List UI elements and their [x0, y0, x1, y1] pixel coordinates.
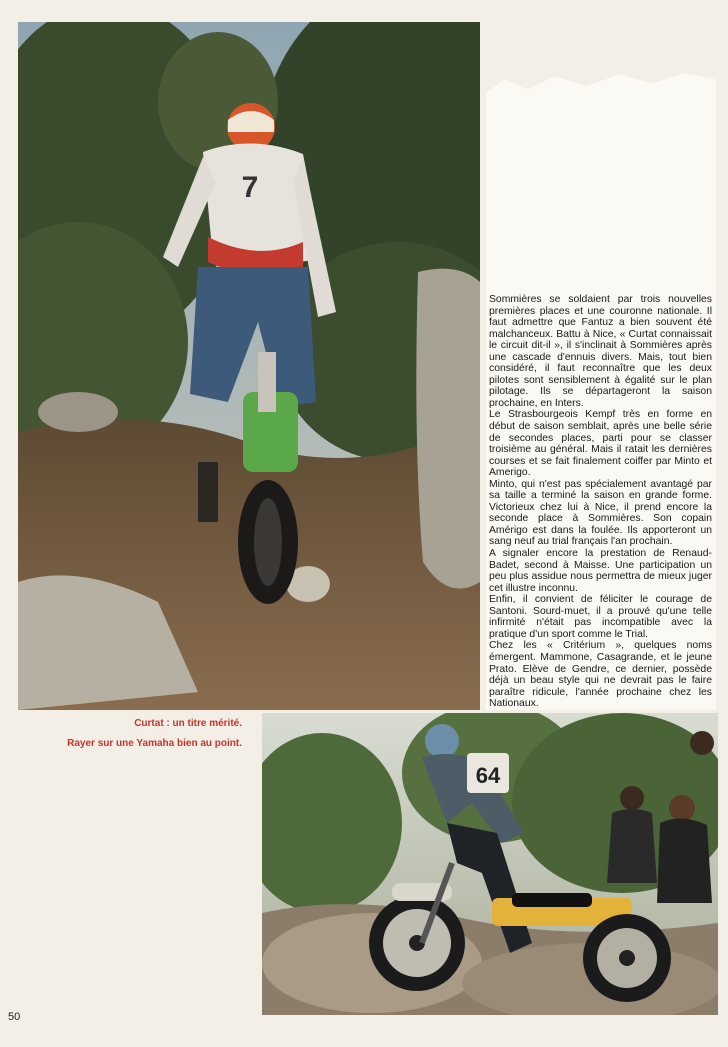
rider-number-7: 7: [241, 171, 259, 204]
article-paragraph: Minto, qui n'est pas spécialement avantagé par sa taille a terminé la saison en grande forme. Victorieux chez lui à Nice, il prend encore la seconde place à Sommières. Son copain Amérigo est dans la foulée. Ils apporteront un sang neuf au trial français l'an prochain.: [489, 478, 712, 548]
photo-curtat-illustration: [18, 22, 480, 710]
page-number: 50: [8, 1011, 21, 1023]
article-paragraph: A signaler encore la prestation de Renaud-Badet, second à Maisse. Une participation un peu plus assidue nous permettra de mieux juger cet illustre inconnu.: [489, 548, 712, 594]
article-body: [489, 294, 712, 710]
photo-rayer-yamaha: [262, 713, 718, 1015]
caption-curtat: Curtat : un titre mérité.: [134, 718, 242, 729]
article-paragraph: Sommières se soldaient par trois nouvelles premières places et une couronne nationale. Il faut admettre que Fantuz a bien souvent été malchanceux. Battu à Nice, « Curtat connaissait le circuit dit-il », il s'inclinait à Sommières après une cascade d'ennuis divers. Mais, tout bien considéré, il faut reconnaître que les deux pilotes sont sensiblement à égalité sur le plan pilotage. Ils se départageront la saison prochaine, en Inters.: [489, 294, 712, 409]
photo-rayer-illustration: [262, 713, 718, 1015]
caption-rayer: Rayer sur une Yamaha bien au point.: [67, 738, 242, 749]
rider-number-64: 64: [475, 763, 501, 788]
article-paragraph: Le Strasbourgeois Kempf très en forme en début de saison semblait, après une belle série de secondes places, parti pour se classer troisième au général. Mais il ratait les dernières courses et se fait finalement coiffer par Minto et Amerigo.: [489, 409, 712, 479]
article-paragraph: Chez les « Critérium », quelques noms émergent. Mammone, Casagrande, et le jeune Prato. Elève de Gendre, ce dernier, possède déjà un beau style qui ne devrait pas le faire paraître ridicule, l'année prochaine chez les Nationaux.: [489, 640, 712, 710]
article-paragraph: Enfin, il convient de féliciter le courage de Santoni. Sourd-muet, il a prouvé qu'une telle infirmité n'était pas incompatible avec la pratique d'un sport comme le Trial.: [489, 594, 712, 640]
photo-curtat-trial: [18, 22, 480, 710]
